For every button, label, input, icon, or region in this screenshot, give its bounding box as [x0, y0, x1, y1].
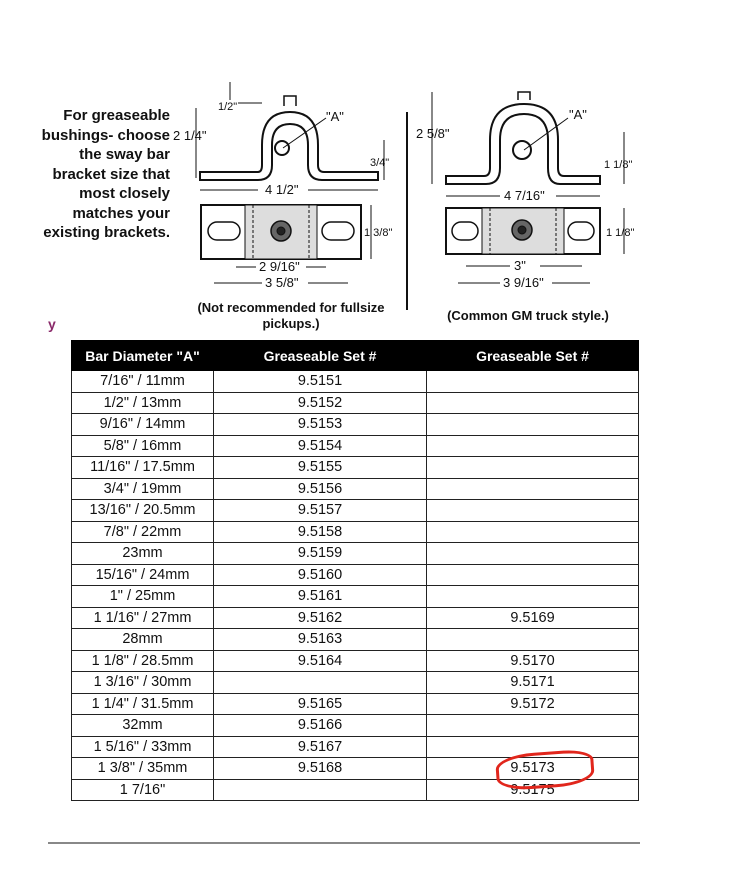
intro-text: For greaseable bushings- choose the sway bar bracket size that most closely matches your existing brackets. — [41, 107, 170, 241]
right-bracket-top-view — [446, 208, 600, 254]
greaseable-set-cell: 9.5156 — [214, 478, 427, 500]
table-row — [72, 693, 639, 715]
table-row — [72, 478, 639, 500]
greaseable-set-cell: 9.5164 — [214, 650, 427, 672]
table-row — [72, 758, 639, 780]
left-caption: (Not recommended for fullsize pickups.) — [197, 300, 385, 331]
bracket-diagrams — [0, 0, 750, 340]
left-bracket-top-view — [201, 205, 361, 259]
greaseable-set-cell — [427, 457, 639, 479]
table-row — [72, 650, 639, 672]
table-row — [72, 586, 639, 608]
greaseable-set-cell: 9.5166 — [214, 715, 427, 737]
greaseable-set-cell: 9.5170 — [427, 650, 639, 672]
greaseable-set-cell — [427, 758, 639, 780]
bar-diameter-cell: 32mm — [72, 715, 214, 737]
greaseable-set-cell: 9.5168 — [214, 758, 427, 780]
table-row — [72, 564, 639, 586]
table-row — [72, 521, 639, 543]
table-row — [72, 371, 639, 393]
greaseable-set-cell: 9.5160 — [214, 564, 427, 586]
bar-diameter-cell: 7/16" / 11mm — [72, 371, 214, 393]
bar-diameter-cell: 1 3/8" / 35mm — [72, 758, 214, 780]
greaseable-set-cell — [214, 672, 427, 694]
greaseable-set-cell: 9.5169 — [427, 607, 639, 629]
left-label-a: "A" — [326, 109, 344, 124]
bar-diameter-cell: 13/16" / 20.5mm — [72, 500, 214, 522]
table-row — [72, 392, 639, 414]
right-dim-hole-inner: 3" — [514, 258, 526, 273]
bar-diameter-cell: 28mm — [72, 629, 214, 651]
table-row — [72, 435, 639, 457]
bar-diameter-cell: 7/8" / 22mm — [72, 521, 214, 543]
right-dim-width: 4 7/16" — [504, 188, 545, 203]
left-dim-width: 4 1/2" — [265, 182, 299, 197]
greaseable-set-cell — [427, 414, 639, 436]
table-row — [72, 629, 639, 651]
bar-diameter-cell: 3/4" / 19mm — [72, 478, 214, 500]
left-dim-height: 2 1/4" — [173, 128, 207, 143]
highlighted-part-number — [510, 758, 554, 778]
greaseable-set-cell — [427, 435, 639, 457]
greaseable-set-cell: 9.5175 — [427, 779, 639, 801]
right-dim-height: 2 5/8" — [416, 126, 450, 141]
left-dim-hole-outer: 3 5/8" — [265, 275, 299, 290]
greaseable-set-cell: 9.5153 — [214, 414, 427, 436]
greaseable-set-cell: 9.5158 — [214, 521, 427, 543]
table-row — [72, 457, 639, 479]
greaseable-set-value: 9.5173 — [510, 760, 555, 777]
bar-diameter-cell: 1" / 25mm — [72, 586, 214, 608]
bar-diameter-cell: 1 5/16" / 33mm — [72, 736, 214, 758]
right-label-a: "A" — [569, 107, 587, 122]
greaseable-set-cell: 9.5151 — [214, 371, 427, 393]
greaseable-set-cell — [427, 715, 639, 737]
greaseable-set-cell — [427, 478, 639, 500]
bar-diameter-cell: 1 3/16" / 30mm — [72, 672, 214, 694]
bar-diameter-cell: 23mm — [72, 543, 214, 565]
greaseable-set-cell: 9.5155 — [214, 457, 427, 479]
greaseable-set-cell: 9.5157 — [214, 500, 427, 522]
header-greaseable-set-2: Greaseable Set # — [427, 341, 639, 371]
greaseable-set-cell: 9.5162 — [214, 607, 427, 629]
greaseable-set-cell: 9.5172 — [427, 693, 639, 715]
left-dim-foot: 1 3/8" — [364, 227, 393, 239]
stray-mark: y — [48, 316, 56, 332]
bar-diameter-cell: 15/16" / 24mm — [72, 564, 214, 586]
bar-diameter-cell: 9/16" / 14mm — [72, 414, 214, 436]
bottom-rule — [48, 842, 640, 844]
left-dim-top: 1/2" — [218, 101, 238, 113]
greaseable-set-cell — [427, 543, 639, 565]
greaseable-set-cell — [214, 779, 427, 801]
header-bar-diameter: Bar Diameter "A" — [72, 341, 214, 371]
table-row — [72, 672, 639, 694]
bar-diameter-cell: 1 1/8" / 28.5mm — [72, 650, 214, 672]
greaseable-set-cell — [427, 371, 639, 393]
greaseable-set-cell — [427, 521, 639, 543]
left-dim-flange: 3/4" — [370, 157, 390, 169]
table-body — [72, 371, 639, 801]
greaseable-set-cell: 9.5165 — [214, 693, 427, 715]
table-row — [72, 414, 639, 436]
bar-diameter-cell: 1 1/16" / 27mm — [72, 607, 214, 629]
bar-diameter-cell: 5/8" / 16mm — [72, 435, 214, 457]
greaseable-set-cell: 9.5152 — [214, 392, 427, 414]
greaseable-set-cell — [427, 629, 639, 651]
right-caption: (Common GM truck style.) — [447, 308, 609, 323]
greaseable-set-cell: 9.5171 — [427, 672, 639, 694]
table-row — [72, 543, 639, 565]
greaseable-set-cell: 9.5167 — [214, 736, 427, 758]
greaseable-set-cell: 9.5163 — [214, 629, 427, 651]
greaseable-set-cell: 9.5159 — [214, 543, 427, 565]
bar-diameter-cell: 11/16" / 17.5mm — [72, 457, 214, 479]
bar-diameter-cell: 1 1/4" / 31.5mm — [72, 693, 214, 715]
greaseable-set-cell — [427, 500, 639, 522]
header-greaseable-set-1: Greaseable Set # — [214, 341, 427, 371]
greaseable-set-cell — [427, 586, 639, 608]
right-dim-flange: 1 1/8" — [604, 159, 633, 171]
left-dim-hole-inner: 2 9/16" — [259, 259, 300, 274]
bar-diameter-cell: 1/2" / 13mm — [72, 392, 214, 414]
right-dim-hole-outer: 3 9/16" — [503, 275, 544, 290]
right-dim-foot: 1 1/8" — [606, 227, 635, 239]
greaseable-set-cell: 9.5161 — [214, 586, 427, 608]
table-row — [72, 500, 639, 522]
greaseable-set-cell — [427, 564, 639, 586]
greaseable-set-cell: 9.5154 — [214, 435, 427, 457]
table-header-row — [72, 341, 639, 371]
table-row — [72, 715, 639, 737]
bushing-size-table — [71, 340, 639, 801]
bar-diameter-cell: 1 7/16" — [72, 779, 214, 801]
right-bracket-side-view — [446, 92, 600, 184]
greaseable-set-cell — [427, 392, 639, 414]
table-row — [72, 607, 639, 629]
